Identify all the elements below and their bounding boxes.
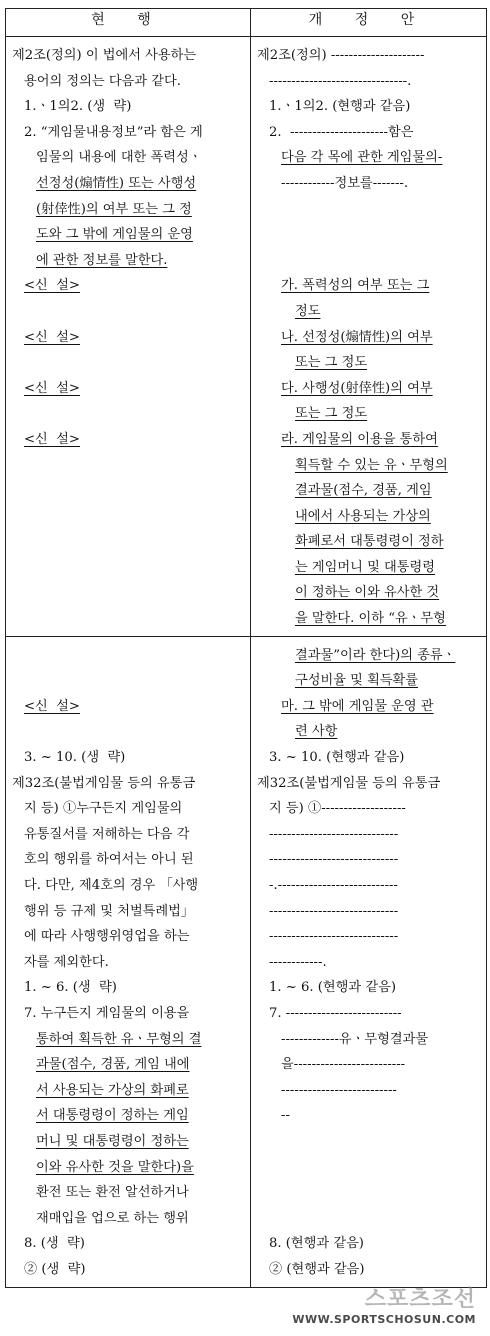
- text-line: [12, 1027, 244, 1053]
- text-line: [12, 529, 244, 555]
- text-line: [12, 668, 244, 694]
- text-line: [257, 401, 480, 427]
- line-text: 과물(점수, 경품, 게임 내에: [36, 1057, 190, 1073]
- line-text: 서 대통령령이 정하는 게임: [36, 1108, 189, 1124]
- text-line: [257, 1180, 480, 1206]
- text-line: [12, 43, 244, 69]
- comparison-table: [5, 8, 487, 1288]
- text-line: [257, 376, 480, 402]
- line-text: 제32조(불법게임물 등의 유통금: [257, 775, 441, 791]
- text-line: [257, 273, 480, 299]
- line-text: 선정성(煽情性) 또는 사행성: [36, 175, 197, 191]
- line-text: 임물의 내용에 대한 폭력성ㆍ: [36, 150, 202, 166]
- line-text: 화폐로서 대통령령이 정하: [295, 534, 444, 550]
- text-line: [12, 69, 244, 95]
- line-text: 1. ~ 6. (현행과 같음): [269, 980, 396, 996]
- text-line: [12, 376, 244, 402]
- line-text: ② (현행과 같음): [269, 1261, 365, 1277]
- line-text: 는 게임머니 및 대통령령: [295, 559, 435, 575]
- line-text: 환전 또는 환전 알선하거나: [36, 1185, 189, 1201]
- text-line: [12, 504, 244, 530]
- text-line: [257, 796, 480, 822]
- text-line: [12, 719, 244, 745]
- text-line: [12, 796, 244, 822]
- text-line: [257, 1206, 480, 1232]
- line-text: <신 설>: [24, 380, 80, 396]
- watermark-logo: 스포츠조선: [364, 1287, 476, 1312]
- text-line: [257, 975, 480, 1001]
- line-text: 8. (생 략): [24, 1236, 85, 1252]
- line-text: 에 따라 사행행위영업을 하는: [24, 929, 190, 945]
- text-line: [12, 1155, 244, 1181]
- text-line: [257, 197, 480, 223]
- line-text: 획득할 수 있는 유ㆍ무형의: [295, 457, 448, 473]
- text-line: [257, 1052, 480, 1078]
- line-text: --: [281, 1108, 290, 1124]
- text-line: [12, 1206, 244, 1232]
- text-line: [257, 924, 480, 950]
- text-line: [257, 1129, 480, 1155]
- text-line: [257, 899, 480, 925]
- text-line: [257, 222, 480, 248]
- text-line: [12, 606, 244, 632]
- line-text: -------------유ㆍ무형결과물: [281, 1031, 429, 1047]
- revised-column-part1: [251, 37, 486, 636]
- line-text: 다음 각 목에 관한 게임물의-: [281, 150, 443, 166]
- text-line: [12, 694, 244, 720]
- text-line: [12, 1078, 244, 1104]
- text-line: [12, 580, 244, 606]
- text-line: [257, 822, 480, 848]
- line-text: 다. 사행성(射倖性)의 여부: [281, 380, 433, 396]
- text-line: [12, 427, 244, 453]
- line-text: 결과물(점수, 경품, 게임: [295, 483, 432, 499]
- text-line: [12, 873, 244, 899]
- text-line: [257, 643, 480, 669]
- text-line: [12, 401, 244, 427]
- line-text: 머니 및 대통령령이 정하는: [36, 1133, 189, 1149]
- line-text: 다. 다만, 제4호의 경우 「사행: [24, 878, 199, 893]
- text-line: [12, 1231, 244, 1257]
- line-text: 자를 제외한다.: [24, 954, 109, 970]
- header-current: 현 행: [6, 9, 251, 37]
- text-line: [257, 694, 480, 720]
- text-line: [257, 248, 480, 274]
- line-text: 지 등) ①누구든지 게임물의: [24, 801, 183, 817]
- line-text: 나. 선정성(煽情性)의 여부: [281, 329, 433, 345]
- watermark: [292, 1282, 476, 1326]
- line-text: -------------------------------.: [269, 73, 412, 89]
- text-line: [257, 1078, 480, 1104]
- line-text: 가. 폭력성의 여부 또는 그: [281, 278, 430, 294]
- text-line: [257, 145, 480, 171]
- text-line: [257, 94, 480, 120]
- text-line: [12, 771, 244, 797]
- text-line: [12, 1052, 244, 1078]
- line-text: 7. 누구든지 게임물의 이용을: [24, 1005, 190, 1021]
- line-text: 라. 게임물의 이용을 통하여: [281, 431, 438, 447]
- text-line: [12, 555, 244, 581]
- line-text: 8. (현행과 같음): [269, 1236, 364, 1252]
- line-text: 호의 행위를 하여서는 아니 된: [24, 852, 194, 868]
- text-line: [12, 120, 244, 146]
- line-text: -----------------------------: [269, 929, 399, 945]
- text-line: [12, 924, 244, 950]
- line-text: -----------------------------: [269, 852, 399, 868]
- line-text: 을 말한다. 이하 “유ㆍ무형: [295, 611, 446, 627]
- text-line: [257, 606, 480, 632]
- text-line: [257, 299, 480, 325]
- text-line: [257, 43, 480, 69]
- line-text: 결과물”이라 한다)의 종류ㆍ: [295, 647, 456, 663]
- text-line: [257, 453, 480, 479]
- text-line: [12, 847, 244, 873]
- text-line: [12, 1103, 244, 1129]
- text-line: [257, 555, 480, 581]
- text-line: [12, 950, 244, 976]
- text-line: [257, 745, 480, 771]
- text-line: [12, 197, 244, 223]
- text-line: [257, 325, 480, 351]
- text-line: [257, 771, 480, 797]
- line-text: 마. 그 밖에 게임물 운영 관: [281, 698, 434, 714]
- text-line: [12, 899, 244, 925]
- text-line: [257, 668, 480, 694]
- text-line: [257, 1231, 480, 1257]
- line-text: <신 설>: [24, 698, 80, 714]
- line-text: 이 정하는 이와 유사한 것: [295, 585, 440, 601]
- line-text: 행위 등 규제 및 처벌특례법」: [24, 903, 195, 919]
- watermark-url: WWW.SPORTSCHOSUN.COM: [292, 1313, 476, 1326]
- text-line: [257, 120, 480, 146]
- line-text: ② (생 략): [24, 1261, 86, 1277]
- text-line: [12, 171, 244, 197]
- text-line: [12, 248, 244, 274]
- line-text: 유통질서를 저해하는 다음 각: [24, 826, 190, 842]
- line-text: <신 설>: [24, 431, 80, 447]
- text-line: [257, 1027, 480, 1053]
- line-text: 제32조(불법게임물 등의 유통금: [12, 775, 196, 791]
- line-text: 제2조(정의) ---------------------: [257, 48, 425, 63]
- line-text: 지 등) ①-------------------: [269, 801, 406, 817]
- text-line: [12, 94, 244, 120]
- line-text: 1.ㆍ1의2. (현행과 같음): [269, 99, 411, 115]
- text-line: [12, 325, 244, 351]
- line-text: 1. ~ 6. (생 략): [24, 980, 117, 996]
- text-line: [257, 69, 480, 95]
- line-text: -----------------------------: [269, 826, 399, 842]
- revised-column-part2: [251, 637, 486, 1287]
- text-line: [12, 273, 244, 299]
- line-text: 제2조(정의) 이 법에서 사용하는: [12, 48, 197, 63]
- line-text: 을-------------------------: [281, 1057, 406, 1073]
- text-line: [12, 478, 244, 504]
- text-line: [12, 145, 244, 171]
- line-text: 서 사용되는 가상의 화폐로: [36, 1082, 189, 1098]
- line-text: 2. ----------------------함은: [269, 124, 414, 140]
- text-line: [257, 350, 480, 376]
- line-text: 통하여 획득한 유ㆍ무형의 결: [36, 1031, 202, 1047]
- text-line: [12, 299, 244, 325]
- line-text: --------------------------: [281, 1082, 397, 1098]
- text-line: [257, 504, 480, 530]
- line-text: <신 설>: [24, 278, 80, 294]
- text-line: [257, 1103, 480, 1129]
- text-line: [12, 350, 244, 376]
- text-line: [257, 1257, 480, 1283]
- line-text: 정도: [295, 303, 321, 319]
- text-line: [12, 1257, 244, 1283]
- text-line: [12, 745, 244, 771]
- line-text: 3. ~ 10. (생 략): [24, 750, 126, 766]
- line-text: -.---------------------------: [269, 878, 398, 893]
- line-text: 구성비율 및 획득확률: [295, 673, 419, 689]
- line-text: 재매입을 업으로 하는 행위: [36, 1210, 189, 1226]
- line-text: 이와 유사한 것을 말한다)을: [36, 1159, 194, 1175]
- text-line: [12, 822, 244, 848]
- text-line: [12, 453, 244, 479]
- text-line: [257, 1001, 480, 1027]
- text-line: [257, 873, 480, 899]
- text-line: [257, 529, 480, 555]
- text-line: [257, 171, 480, 197]
- line-text: 또는 그 정도: [295, 406, 368, 422]
- text-line: [257, 427, 480, 453]
- line-text: ------------.: [269, 954, 327, 970]
- line-text: 2. “게임물내용정보”라 함은 게: [24, 124, 203, 140]
- line-text: (射倖性)의 여부 또는 그 정: [36, 201, 192, 217]
- line-text: 1.ㆍ1의2. (생 략): [24, 99, 132, 115]
- text-line: [12, 643, 244, 669]
- line-text: <신 설>: [24, 329, 80, 345]
- text-line: [12, 222, 244, 248]
- text-line: [12, 975, 244, 1001]
- line-text: 3. ~ 10. (현행과 같음): [269, 750, 405, 766]
- line-text: 련 사항: [295, 724, 338, 740]
- text-line: [257, 950, 480, 976]
- text-line: [12, 1180, 244, 1206]
- text-line: [12, 1001, 244, 1027]
- line-text: 에 관한 정보를 말한다.: [36, 252, 168, 268]
- current-column-part1: [6, 37, 250, 636]
- line-text: 또는 그 정도: [295, 355, 368, 371]
- line-text: 용어의 정의는 다음과 같다.: [24, 73, 181, 89]
- line-text: 도와 그 밖에 게임물의 운영: [36, 227, 193, 243]
- text-line: [257, 847, 480, 873]
- header-revised: 개 정 안: [251, 9, 487, 37]
- text-line: [257, 580, 480, 606]
- line-text: -----------------------------: [269, 903, 399, 919]
- text-line: [12, 1129, 244, 1155]
- line-text: ------------정보를-------.: [281, 175, 409, 191]
- text-line: [257, 719, 480, 745]
- line-text: 내에서 사용되는 가상의: [295, 508, 431, 524]
- text-line: [257, 478, 480, 504]
- text-line: [257, 1155, 480, 1181]
- line-text: 7. --------------------------: [269, 1005, 402, 1021]
- current-column-part2: [6, 637, 250, 1287]
